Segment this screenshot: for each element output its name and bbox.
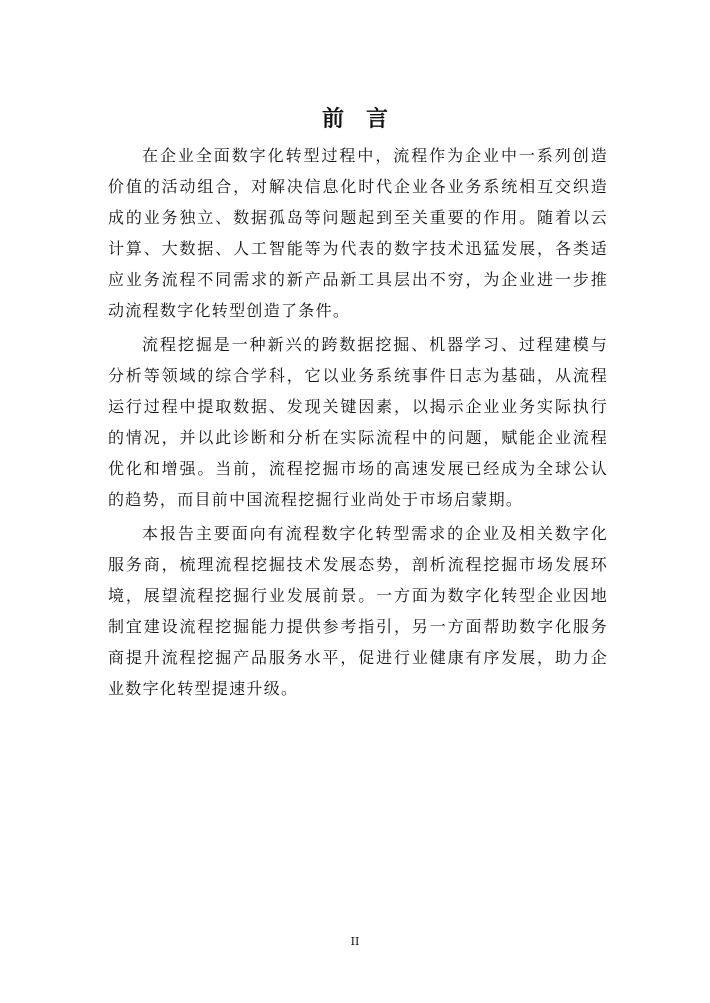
paragraph-1: 在企业全面数字化转型过程中，流程作为企业中一系列创造价值的活动组合，对解决信息化时代企业各业务系统相互交织造成的业务独立、数据孤岛等问题起到至关重要的作用。随着以云计算、大数据、人工智能等为代表的数字技术迅猛发展，各类适应业务流程不同需求的新产品新工具层出不穷，为企业进一步推动流程数字化转型创造了条件。: [108, 146, 608, 320]
paragraph-2: 流程挖掘是一种新兴的跨数据挖掘、机器学习、过程建模与分析等领域的综合学科，它以业务系统事件日志为基础，从流程运行过程中提取数据、发现关键因素，以揭示企业业务实际执行的情况，并以此诊断和分析在实际流程中的问题，赋能企业流程优化和增强。当前，流程挖掘市场的高速发展已经成为全球公认的趋势，而目前中国流程挖掘行业尚处于市场启蒙期。: [108, 335, 608, 509]
paragraph-3: 本报告主要面向有流程数字化转型需求的企业及相关数字化服务商，梳理流程挖掘技术发展态势，剖析流程挖掘市场发展环境，展望流程挖掘行业发展前景。一方面为数字化转型企业因地制宜建设流程挖掘能力提供参考指引，另一方面帮助数字化服务商提升流程挖掘产品服务水平，促进行业健康有序发展，助力企业数字化转型提速升级。: [108, 524, 608, 698]
page-title: 前言: [321, 106, 410, 132]
document-body: [108, 140, 608, 704]
page-number: II: [350, 935, 360, 948]
